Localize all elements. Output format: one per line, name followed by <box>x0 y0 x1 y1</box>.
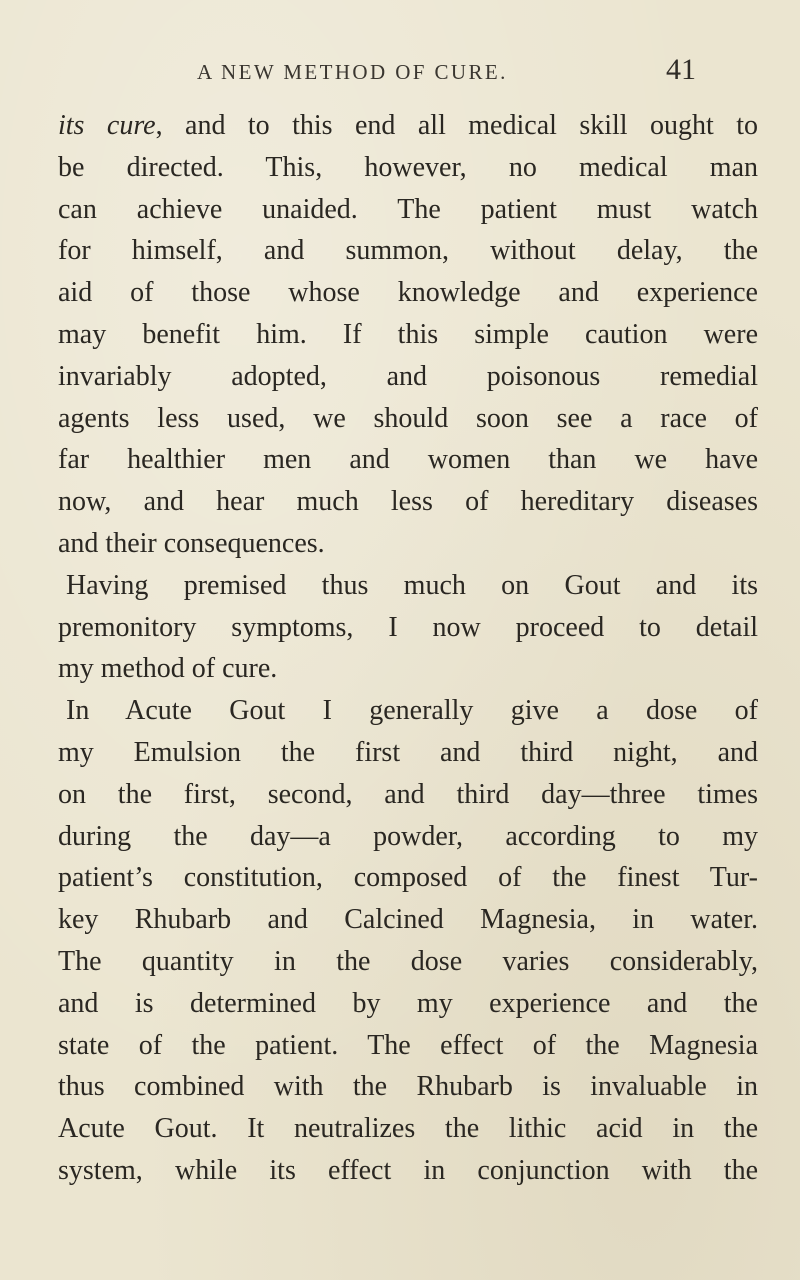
text-line: patient’s constitution, composed of the finest Tur- <box>58 862 758 894</box>
running-title: A NEW METHOD OF CURE. <box>197 60 508 84</box>
page-number: 41 <box>666 53 696 86</box>
text-line: now, and hear much less of hereditary diseases <box>58 486 758 518</box>
running-head <box>0 53 800 90</box>
text-line: during the day—a powder, according to my <box>58 820 758 852</box>
text-line: be directed. This, however, no medical man <box>58 151 758 183</box>
text-line: on the first, second, and third day—three times <box>58 778 758 810</box>
text-line: and their consequences. <box>58 527 325 559</box>
text-line: system, while its effect in conjunction with the <box>58 1154 758 1186</box>
text-line: far healthier men and women than we have <box>58 444 758 476</box>
text-line: may benefit him. If this simple caution were <box>58 318 758 350</box>
body-text <box>58 105 758 1192</box>
text-line: my method of cure. <box>58 653 278 685</box>
text-line: state of the patient. The effect of the Magnesia <box>58 1029 758 1061</box>
text-line: aid of those whose knowledge and experience <box>58 277 758 309</box>
text-line: invariably adopted, and poisonous remedial <box>58 360 758 392</box>
text-line: Acute Gout. It neutralizes the lithic acid in the <box>58 1113 758 1145</box>
text-line: my Emulsion the first and third night, and <box>58 736 758 768</box>
line-text: , and to this end all medical skill ought to <box>155 110 758 141</box>
text-line: premonitory symptoms, I now proceed to detail <box>58 611 758 643</box>
text-line <box>58 105 758 147</box>
text-line: thus combined with the Rhubarb is invaluable in <box>58 1071 758 1103</box>
text-line: key Rhubarb and Calcined Magnesia, in water. <box>58 904 758 936</box>
text-line: agents less used, we should soon see a race of <box>58 402 758 434</box>
italic-phrase: its cure <box>58 110 156 141</box>
text-line: Having premised thus much on Gout and its <box>66 569 758 601</box>
text-line: The quantity in the dose varies considerably, <box>58 945 758 977</box>
text-line: can achieve unaided. The patient must watch <box>58 193 758 225</box>
text-line: In Acute Gout I generally give a dose of <box>66 695 758 727</box>
text-line: for himself, and summon, without delay, the <box>58 235 758 267</box>
text-line: and is determined by my experience and the <box>58 987 758 1019</box>
